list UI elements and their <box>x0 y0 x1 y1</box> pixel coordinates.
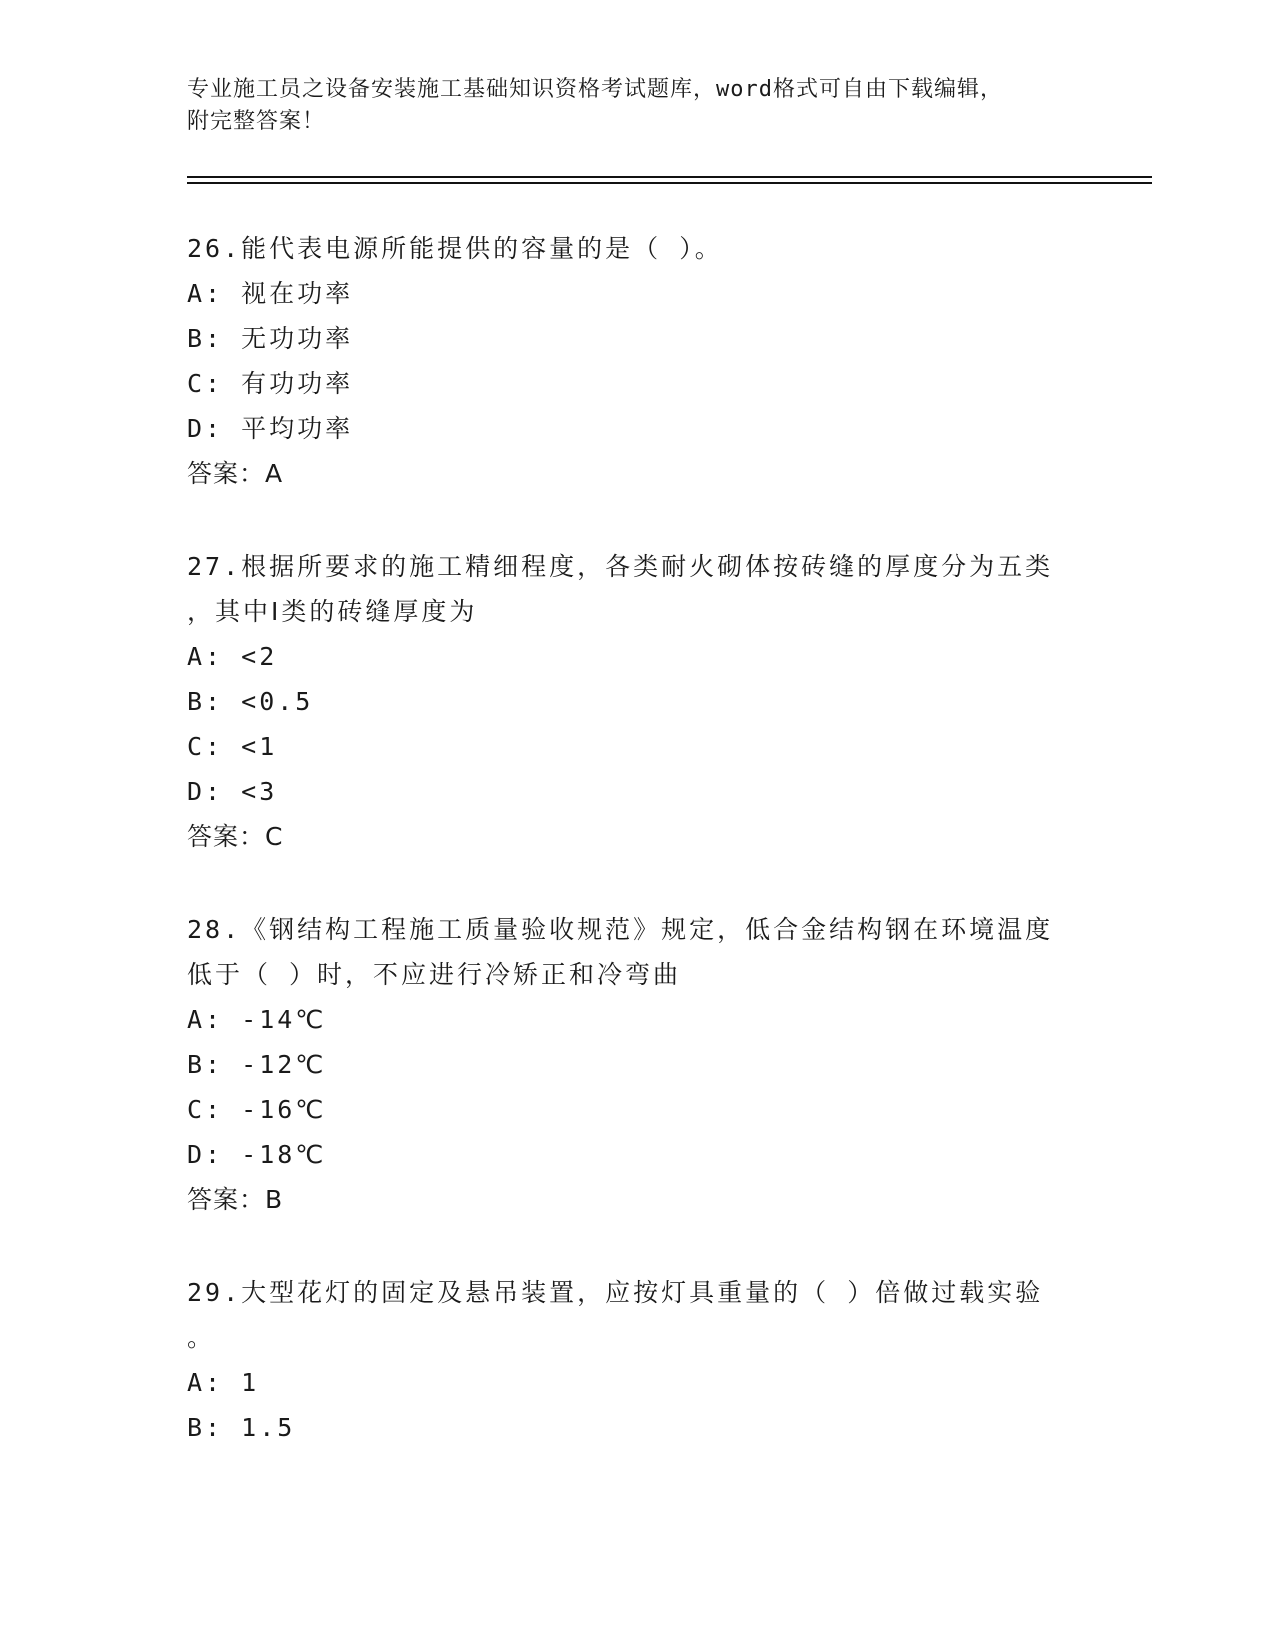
option-a: A: 视在功率 <box>187 279 354 308</box>
option-b: B: 1.5 <box>187 1413 296 1442</box>
question-28 <box>187 907 1087 1222</box>
question-27 <box>187 544 1087 859</box>
option-d: D: <3 <box>187 777 278 806</box>
header-divider-top <box>187 176 1152 178</box>
option-a: A: -14℃ <box>187 1005 327 1034</box>
option-b: B: 无功功率 <box>187 324 354 353</box>
option-a: A: <2 <box>187 642 278 671</box>
question-text-line-2: 。 <box>187 1323 216 1352</box>
question-text-line-1: 27.根据所要求的施工精细程度，各类耐火砌体按砖缝的厚度分为五类 <box>187 552 1054 581</box>
question-text-line-2: 低于（ ）时，不应进行冷矫正和冷弯曲 <box>187 960 682 989</box>
option-d: D: -18℃ <box>187 1140 327 1169</box>
option-b: B: -12℃ <box>187 1050 327 1079</box>
header-divider-bottom <box>187 182 1152 184</box>
question-26 <box>187 226 1087 496</box>
option-c: C: -16℃ <box>187 1095 327 1124</box>
header-line-1: 专业施工员之设备安装施工基础知识资格考试题库，word格式可自由下载编辑， <box>187 77 1003 102</box>
question-29 <box>187 1270 1087 1450</box>
question-text-line-2: ，其中Ⅰ类的砖缝厚度为 <box>187 597 478 626</box>
question-list <box>187 226 1087 1450</box>
option-d: D: 平均功率 <box>187 414 354 443</box>
question-text-line-1: 29.大型花灯的固定及悬吊装置，应按灯具重量的（ ）倍做过载实验 <box>187 1278 1044 1307</box>
option-c: C: <1 <box>187 732 278 761</box>
option-c: C: 有功功率 <box>187 369 354 398</box>
document-header <box>187 74 1067 138</box>
header-line-2: 附完整答案！ <box>187 109 326 134</box>
answer-line: 答案：C <box>187 822 284 851</box>
answer-line: 答案：A <box>187 459 284 488</box>
question-text: 26.能代表电源所能提供的容量的是（ ）。 <box>187 234 723 263</box>
option-b: B: <0.5 <box>187 687 314 716</box>
answer-line: 答案：B <box>187 1185 284 1214</box>
question-text-line-1: 28.《钢结构工程施工质量验收规范》规定，低合金结构钢在环境温度 <box>187 915 1054 944</box>
option-a: A: 1 <box>187 1368 260 1397</box>
